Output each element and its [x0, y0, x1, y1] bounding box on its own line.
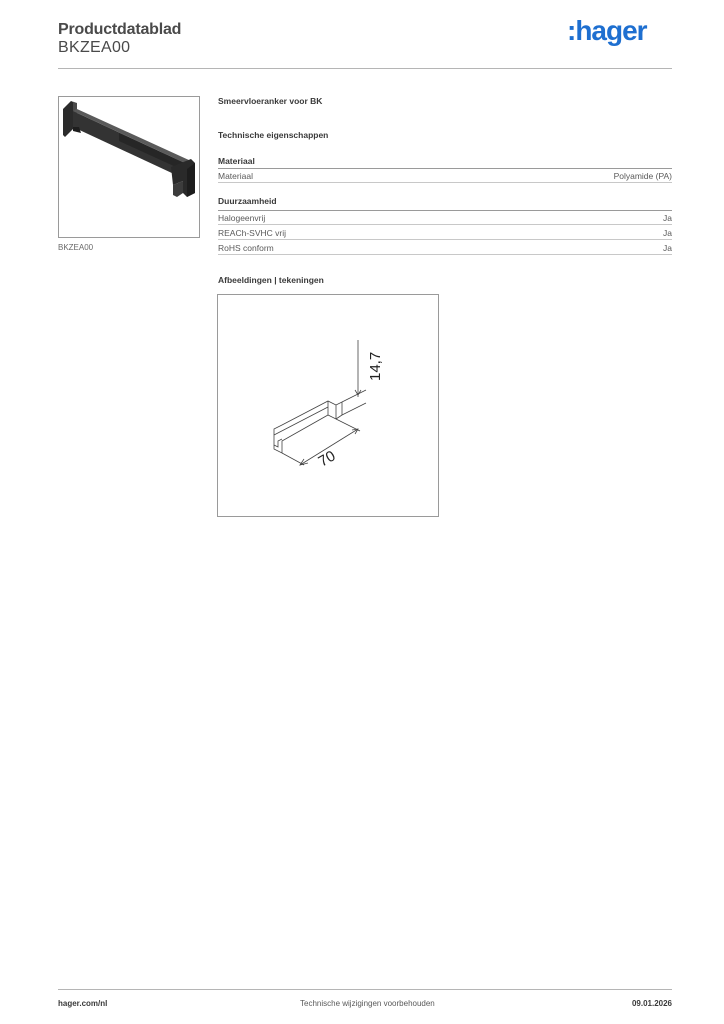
- spec-label: Halogeenvrij: [218, 213, 266, 223]
- footer-divider: [58, 989, 672, 990]
- spec-row: [218, 226, 672, 240]
- group-title-materiaal: Materiaal: [218, 156, 255, 166]
- drawings-section-title: Afbeeldingen | tekeningen: [218, 275, 324, 285]
- spec-value: Ja: [663, 243, 672, 253]
- footer-date: 09.01.2026: [631, 999, 672, 1008]
- spec-value: Ja: [663, 213, 672, 223]
- header-divider: [58, 68, 672, 69]
- spec-row: [218, 241, 672, 255]
- group-title-duurzaamheid: Duurzaamheid: [218, 196, 277, 206]
- spec-value: Polyamide (PA): [613, 171, 672, 181]
- page-title: Productdatablad: [58, 21, 182, 38]
- product-code: BKZEA00: [58, 39, 131, 56]
- hager-logo[interactable]: [567, 16, 657, 46]
- spec-label: REACh-SVHC vrij: [218, 228, 287, 238]
- spec-label: Materiaal: [218, 171, 253, 181]
- footer-website-link[interactable]: hager.com/nl: [58, 999, 108, 1008]
- image-caption: BKZEA00: [58, 243, 94, 252]
- technical-drawing: [217, 294, 439, 517]
- product-image: [58, 96, 200, 238]
- specs-section-title: Technische eigenschappen: [218, 130, 329, 140]
- dimension-length-label: 70: [315, 447, 339, 471]
- product-description: Smeervloeranker voor BK: [218, 96, 323, 106]
- spec-row: [218, 211, 672, 225]
- dimension-height-label: 14,7: [367, 351, 384, 381]
- spec-label: RoHS conform: [218, 243, 274, 253]
- hager-logo-text: :hager: [567, 16, 647, 46]
- spec-value: Ja: [663, 228, 672, 238]
- footer-disclaimer: Technische wijzigingen voorbehouden: [300, 999, 435, 1008]
- spec-row: [218, 169, 672, 183]
